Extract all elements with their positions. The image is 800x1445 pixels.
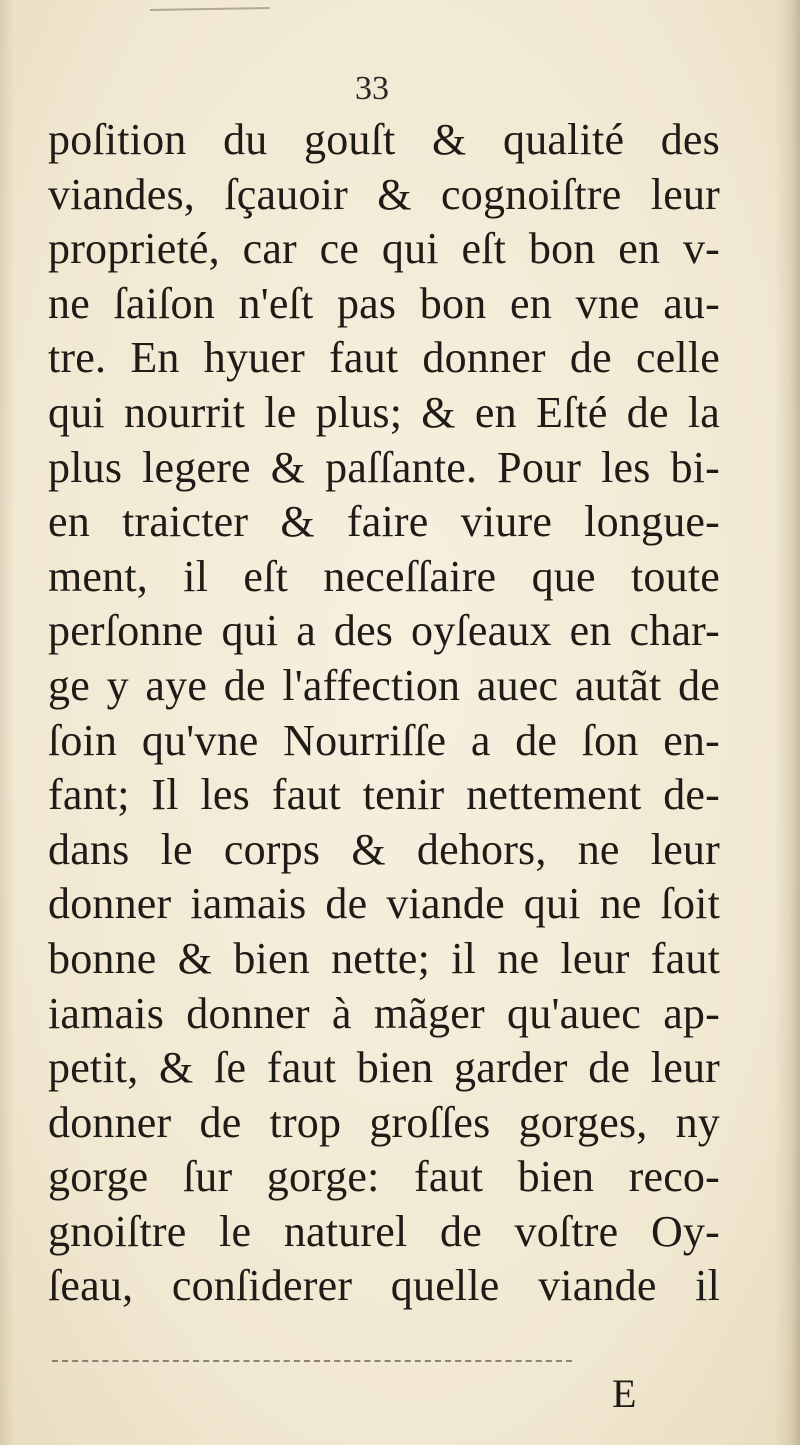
text-line: iamais donner à mãger qu'auec ap- [48,988,720,1038]
text-line: donner iamais de viande qui ne ſoit [48,879,720,929]
page-number: 33 [355,70,389,107]
signature-mark: E [612,1371,637,1416]
text-line: gorge ſur gorge: faut bien reco- [48,1152,720,1202]
text-line: proprieté, car ce qui eſt bon en v- [48,224,720,274]
bottom-rule [52,1360,572,1362]
text-line: petit, & ſe faut bien garder de leur [48,1043,720,1093]
text-line: viandes, ſçauoir & cognoiſtre leur [48,169,720,219]
text-line: ment, il eſt neceſſaire que toute [48,551,720,601]
page-edge-right [774,0,800,1445]
text-line: perſonne qui a des oyſeaux en char- [48,606,720,656]
text-line: ne ſaiſon n'eſt pas bon en vne au- [48,278,720,328]
text-line: tre. En hyuer faut donner de celle [48,333,720,383]
text-line: donner de trop groſſes gorges, ny [48,1097,720,1147]
text-line: ſoin qu'vne Nourriſſe a de ſon en- [48,715,720,765]
text-line: dans le corps & dehors, ne leur [48,824,720,874]
text-line: ge y aye de l'affection auec autãt de [48,660,720,710]
text-line: ſeau, conſiderer quelle viande il [48,1261,720,1311]
text-line: plus legere & paſſante. Pour les bi- [48,442,720,492]
page-edge-left [0,0,14,1445]
text-line: poſition du gouſt & qualité des [48,115,720,164]
top-ink-mark [150,7,270,21]
text-line: fant; Il les faut tenir nettement de- [48,770,720,820]
text-line: qui nourrit le plus; & en Eſté de la [48,387,720,437]
body-text [48,113,720,1314]
text-line: gnoiſtre le naturel de voſtre Oy- [48,1206,720,1256]
text-line: bonne & bien nette; il ne leur faut [48,933,720,983]
text-line: en traicter & faire viure longue- [48,497,720,547]
